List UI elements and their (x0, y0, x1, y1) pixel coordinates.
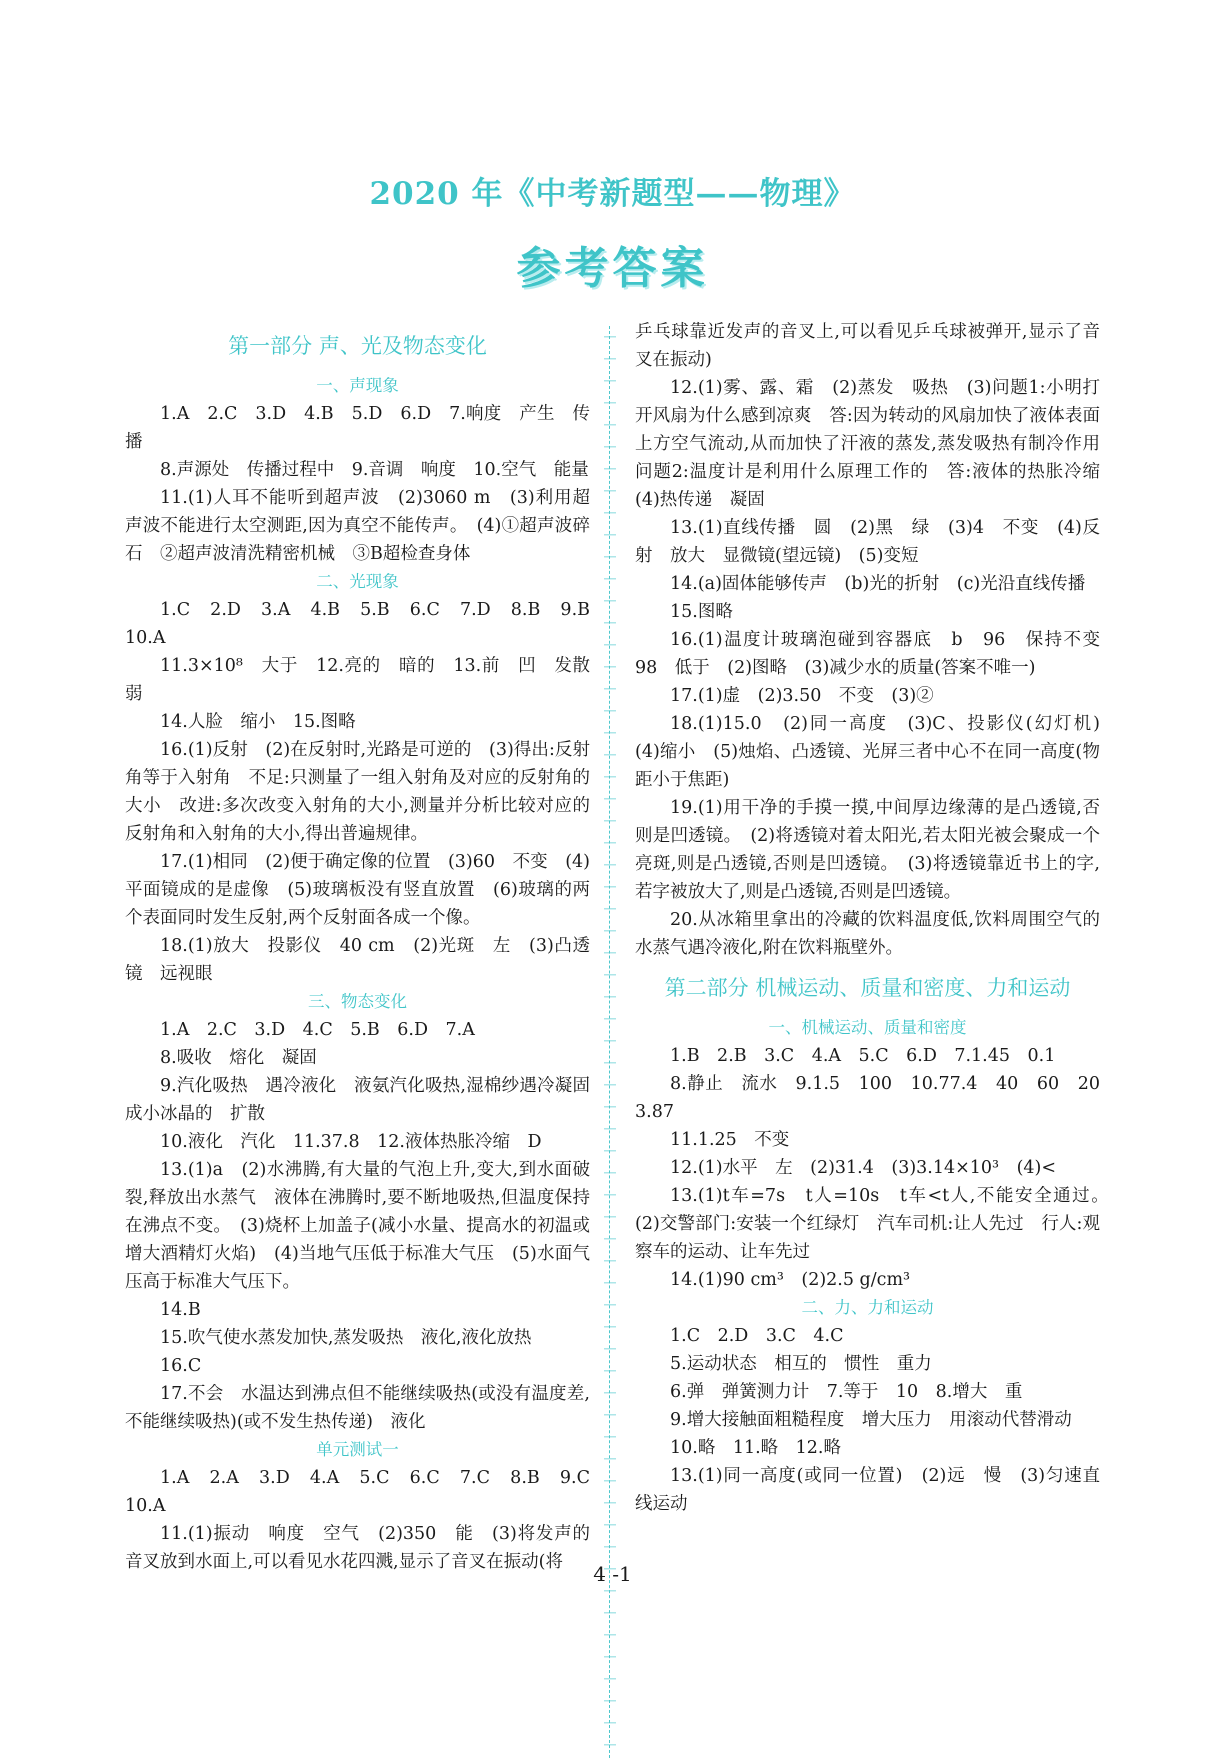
section-title: 单元测试一 (316, 1440, 399, 1459)
column-divider (609, 326, 611, 1758)
answer-line: 11.(1)振动 响度 空气 (2)350 能 (3)将发声的音叉放到水面上,可以看见水花四溅,显示了音叉在振动(将 (125, 1524, 590, 1572)
answer-line: 14.(a)固体能够传声 (b)光的折射 (c)光沿直线传播 (670, 574, 1086, 594)
answer-line: 16.(1)反射 (2)在反射时,光路是可逆的 (3)得出:反射角等于入射角 不足:只测量了一组入射角及对应的反射角的大小 改进:多次改变入射角的大小,测量并分析比较对应的反射角和入射角的大小,得出普遍规律。 (125, 740, 590, 844)
answer-line: 13.(1)t车=7s t人=10s t车<t人,不能安全通过。 (2)交警部门:安装一个红绿灯 汽车司机:让人先过 行人:观察车的运动、让车先过 (635, 1186, 1118, 1262)
right-column (635, 318, 1118, 1518)
answer-line: 12.(1)水平 左 (2)31.4 (3)3.14×10³ (4)< (670, 1158, 1057, 1178)
answer-line: 1.C 2.D 3.C 4.C (670, 1326, 844, 1346)
page-number: 4 -1 (593, 1562, 632, 1586)
section-title: 一、声现象 (316, 376, 399, 395)
answer-line: 5.运动状态 相互的 惯性 重力 (670, 1354, 932, 1374)
answer-line: 17.不会 水温达到沸点但不能继续吸热(或没有温度差,不能继续吸热)(或不发生热传递) 液化 (125, 1384, 590, 1432)
part-title: 第一部分 声、光及物态变化 (228, 334, 487, 358)
answer-line: 8.吸收 熔化 凝固 (160, 1048, 317, 1068)
answer-line: 13.(1)a (2)水沸腾,有大量的气泡上升,变大,到水面破裂,释放出水蒸气 液体在沸腾时,要不断地吸热,但温度保持在沸点不变。 (3)烧杯上加盖子(减小水量、提高水的初温或增大酒精灯火焰) (4)当地气压低于标准大气压 (5)水面气压高于标准大气压下。 (125, 1160, 590, 1292)
answer-line: 10.略 11.略 12.略 (670, 1438, 841, 1458)
answer-line-continued: 乒乓球靠近发声的音叉上,可以看见乒乓球被弹开,显示了音叉在振动) (635, 322, 1100, 370)
section-title: 二、光现象 (316, 572, 399, 591)
answer-line: 17.(1)虚 (2)3.50 不变 (3)② (670, 686, 934, 706)
section-title: 一、机械运动、质量和密度 (768, 1018, 967, 1037)
answer-line: 1.A 2.C 3.D 4.C 5.B 6.D 7.A (160, 1020, 475, 1040)
answer-line: 13.(1)直线传播 圆 (2)黑 绿 (3)4 不变 (4)反射 放大 显微镜(望远镜) (5)变短 (635, 518, 1100, 566)
answer-line: 11.3×10⁸ 大于 12.亮的 暗的 13.前 凹 发散 弱 (125, 656, 608, 704)
answer-line: 19.(1)用干净的手摸一摸,中间厚边缘薄的是凸透镜,否则是凹透镜。 (2)将透镜对着太阳光,若太阳光被会聚成一个亮斑,则是凸透镜,否则是凹透镜。 (3)将透镜靠近书上的字,若字被放大了,则是凸透镜,否则是凹透镜。 (635, 798, 1100, 902)
answer-line: 14.(1)90 cm³ (2)2.5 g/cm³ (670, 1270, 911, 1290)
answer-line: 13.(1)同一高度(或同一位置) (2)远 慢 (3)匀速直线运动 (635, 1466, 1100, 1514)
answer-line: 1.A 2.C 3.D 4.B 5.D 6.D 7.响度 产生 传播 (125, 404, 590, 452)
answer-line: 10.液化 汽化 11.37.8 12.液体热胀冷缩 D (160, 1132, 542, 1152)
answer-line: 1.A 2.A 3.D 4.A 5.C 6.C 7.C 8.B 9.C 10.A (125, 1468, 608, 1516)
answer-line: 11.(1)人耳不能听到超声波 (2)3060 m (3)利用超声波不能进行太空测距,因为真空不能传声。 (4)①超声波碎石 ②超声波清洗精密机械 ③B超检查身体 (125, 488, 590, 564)
answer-line: 15.吹气使水蒸发加快,蒸发吸热 液化,液化放热 (160, 1328, 532, 1348)
answer-line: 16.(1)温度计玻璃泡碰到容器底 b 96 保持不变 98 低于 (2)图略 (3)减少水的质量(答案不唯一) (635, 630, 1118, 678)
answer-line: 17.(1)相同 (2)便于确定像的位置 (3)60 不变 (4)平面镜成的是虚像 (5)玻璃板没有竖直放置 (6)玻璃的两个表面同时发生反射,两个反射面各成一个像。 (125, 852, 590, 928)
answer-line: 16.C (160, 1356, 202, 1376)
left-column (125, 320, 608, 1576)
answer-line: 12.(1)雾、露、霜 (2)蒸发 吸热 (3)问题1:小明打开风扇为什么感到凉爽 答:因为转动的风扇加快了液体表面上方空气流动,从而加快了汗液的蒸发,蒸发吸热有制冷作用 问题2:温度计是利用什么原理工作的 答:液体的热胀冷缩 (4)热传递 凝固 (635, 378, 1118, 510)
answer-line: 15.图略 (670, 602, 733, 622)
answer-line: 9.汽化吸热 遇冷液化 液氨汽化吸热,湿棉纱遇冷凝固成小冰晶的 扩散 (125, 1076, 590, 1124)
answer-line: 8.声源处 传播过程中 9.音调 响度 10.空气 能量 (160, 460, 589, 480)
answer-line: 1.B 2.B 3.C 4.A 5.C 6.D 7.1.45 0.1 (670, 1046, 1056, 1066)
answer-line: 9.增大接触面粗糙程度 增大压力 用滚动代替滑动 (670, 1410, 1072, 1430)
answer-line: 18.(1)15.0 (2)同一高度 (3)C、投影仪(幻灯机) (4)缩小 (5)烛焰、凸透镜、光屏三者中心不在同一高度(物距小于焦距) (635, 714, 1118, 790)
answer-line: 1.C 2.D 3.A 4.B 5.B 6.C 7.D 8.B 9.B 10.A (125, 600, 608, 648)
answer-line: 18.(1)放大 投影仪 40 cm (2)光斑 左 (3)凸透镜 远视眼 (125, 936, 590, 984)
answer-line: 8.静止 流水 9.1.5 100 10.77.4 40 60 20 3.87 (635, 1074, 1118, 1122)
part-title: 第二部分 机械运动、质量和密度、力和运动 (664, 976, 1071, 1000)
answer-line: 14.人脸 缩小 15.图略 (160, 712, 356, 732)
page-title: 2020 年《中考新题型——物理》 (369, 176, 856, 212)
section-title: 三、物态变化 (308, 992, 407, 1011)
answer-line: 14.B (160, 1300, 201, 1320)
answer-line: 6.弹 弹簧测力计 7.等于 10 8.增大 重 (670, 1382, 1023, 1402)
answer-line: 20.从冰箱里拿出的冷藏的饮料温度低,饮料周围空气的水蒸气遇冷液化,附在饮料瓶壁外。 (635, 910, 1100, 958)
answer-line: 11.1.25 不变 (670, 1130, 790, 1150)
section-title: 二、力、力和运动 (801, 1298, 934, 1317)
answer-key-heading: 参考答案 (516, 243, 709, 294)
